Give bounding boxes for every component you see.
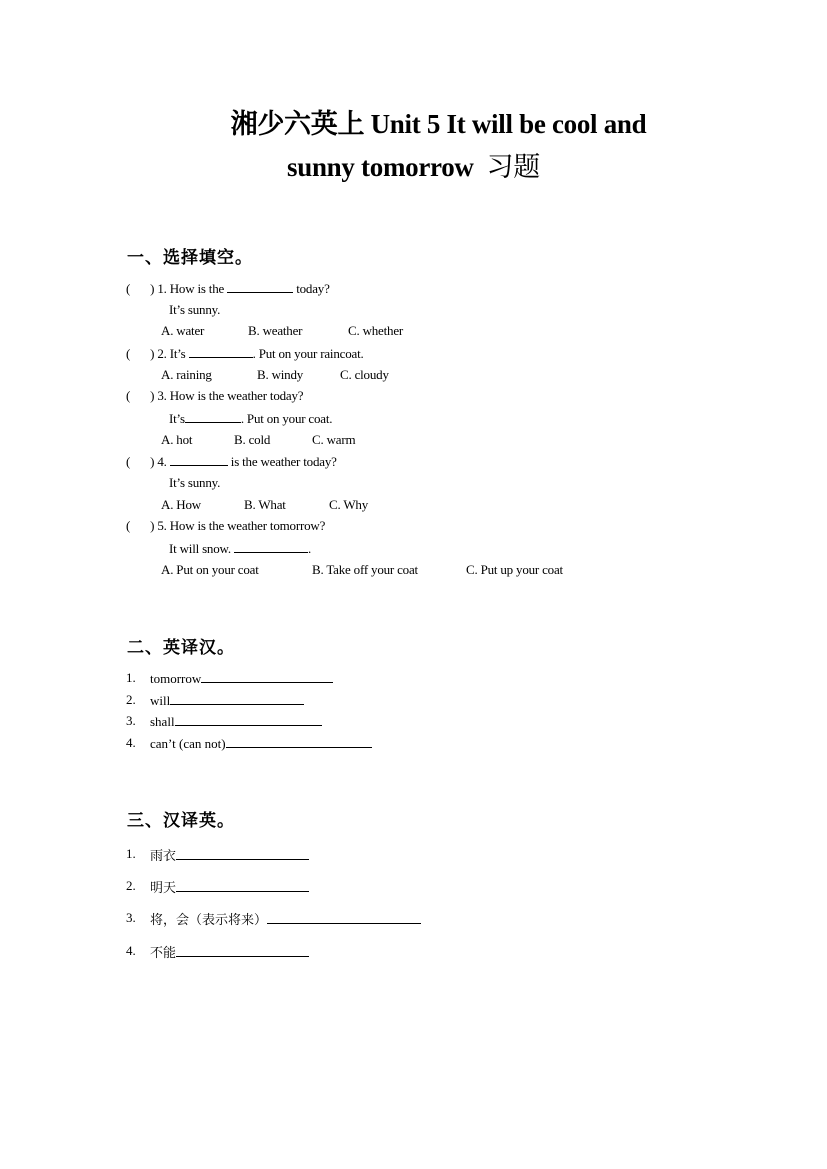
question-number: ) 2. [150,346,167,361]
question-1-options [161,323,403,339]
question-4 [126,453,337,470]
question-4-options [161,497,368,513]
item-number: 2. [126,878,136,893]
title-line-2-en: sunny tomorrow [287,152,474,182]
answer-paren-open: ( [126,388,131,403]
item-number: 4. [126,943,136,958]
answer-paren-open: ( [126,346,131,361]
answer-paren-open: ( [126,281,131,296]
answer-text-end: . [307,541,312,556]
option-b[interactable]: B. What [244,497,286,512]
worksheet-title-line-2 [0,146,827,189]
list-item [150,845,309,864]
answer-paren-open: ( [126,454,131,469]
question-number: ) 5. [150,518,167,533]
list-item [150,909,421,928]
item-number: 3. [126,713,136,728]
question-1 [126,280,330,297]
option-b[interactable]: B. Take off your coat [312,562,418,577]
list-item [150,670,333,687]
item-number: 2. [126,692,136,707]
worksheet-title [0,103,827,146]
fill-blank[interactable] [170,453,228,466]
question-5-answer [169,540,311,557]
option-c[interactable]: C. Put up your coat [466,562,563,577]
question-text: How is the weather tomorrow? [169,518,326,533]
item-number: 4. [126,735,136,750]
answer-text-end: . Put on your coat. [240,411,333,426]
fill-blank[interactable] [234,540,308,553]
question-3-answer [169,410,332,427]
option-b[interactable]: B. cold [234,432,271,447]
question-text-end: today? [296,281,330,296]
question-2 [126,345,364,362]
option-a[interactable]: A. water [161,323,205,338]
translation-blank[interactable] [267,911,421,924]
list-item [150,735,372,752]
translation-blank[interactable] [170,692,304,705]
option-c[interactable]: C. whether [348,323,404,338]
item-word: 将，会（表示将来） [150,913,268,928]
question-4-answer: It’s sunny. [169,475,221,490]
question-number: ) 1. [150,281,167,296]
question-text-end: . Put on your raincoat. [252,346,364,361]
translation-blank[interactable] [176,879,309,892]
option-a[interactable]: A. Put on your coat [161,562,259,577]
item-word: shall [150,714,175,729]
title-line-1: 湘少六英上 Unit 5 It will be cool and [230,109,647,139]
option-a[interactable]: A. hot [161,432,193,447]
fill-blank[interactable] [185,410,241,423]
question-3-options [161,432,355,448]
question-text-end: is the weather today? [230,454,337,469]
question-text: It’s [169,346,186,361]
answer-text: It will snow. [169,541,231,556]
section-1-heading: 一、选择填空。 [127,248,253,268]
answer-text: It’s [169,411,185,426]
item-number: 1. [126,670,136,685]
fill-blank[interactable] [189,345,253,358]
item-word: 明天 [150,881,177,896]
question-5 [126,518,325,534]
question-3 [126,388,303,404]
list-item [150,713,322,730]
translation-blank[interactable] [226,735,372,748]
list-item [150,692,304,709]
list-item [150,877,309,896]
question-2-options [161,367,389,383]
fill-blank[interactable] [227,280,293,293]
list-item [150,942,309,961]
question-text: How is the [169,281,225,296]
option-b[interactable]: B. windy [257,367,304,382]
translation-blank[interactable] [175,713,322,726]
question-1-answer: It’s sunny. [169,302,221,317]
question-5-options [161,562,563,578]
option-c[interactable]: C. Why [329,497,369,512]
item-number: 1. [126,846,136,861]
section-2-heading: 二、英译汉。 [127,638,235,658]
item-word: 不能 [150,946,177,961]
question-text: How is the weather today? [169,388,304,403]
translation-blank[interactable] [176,847,309,860]
item-word: 雨衣 [150,849,177,864]
option-c[interactable]: C. warm [312,432,356,447]
item-word: can’t (can not) [150,736,226,751]
question-number: ) 3. [150,388,167,403]
option-c[interactable]: C. cloudy [340,367,389,382]
title-line-2-cn: 习题 [486,152,540,182]
item-word: tomorrow [150,671,202,686]
item-number: 3. [126,910,136,925]
translation-blank[interactable] [201,670,333,683]
option-b[interactable]: B. weather [248,323,303,338]
option-a[interactable]: A. raining [161,367,212,382]
item-word: will [150,693,171,708]
question-number: ) 4. [150,454,167,469]
answer-paren-open: ( [126,518,131,533]
section-3-heading: 三、汉译英。 [127,811,235,831]
translation-blank[interactable] [176,944,309,957]
option-a[interactable]: A. How [161,497,201,512]
